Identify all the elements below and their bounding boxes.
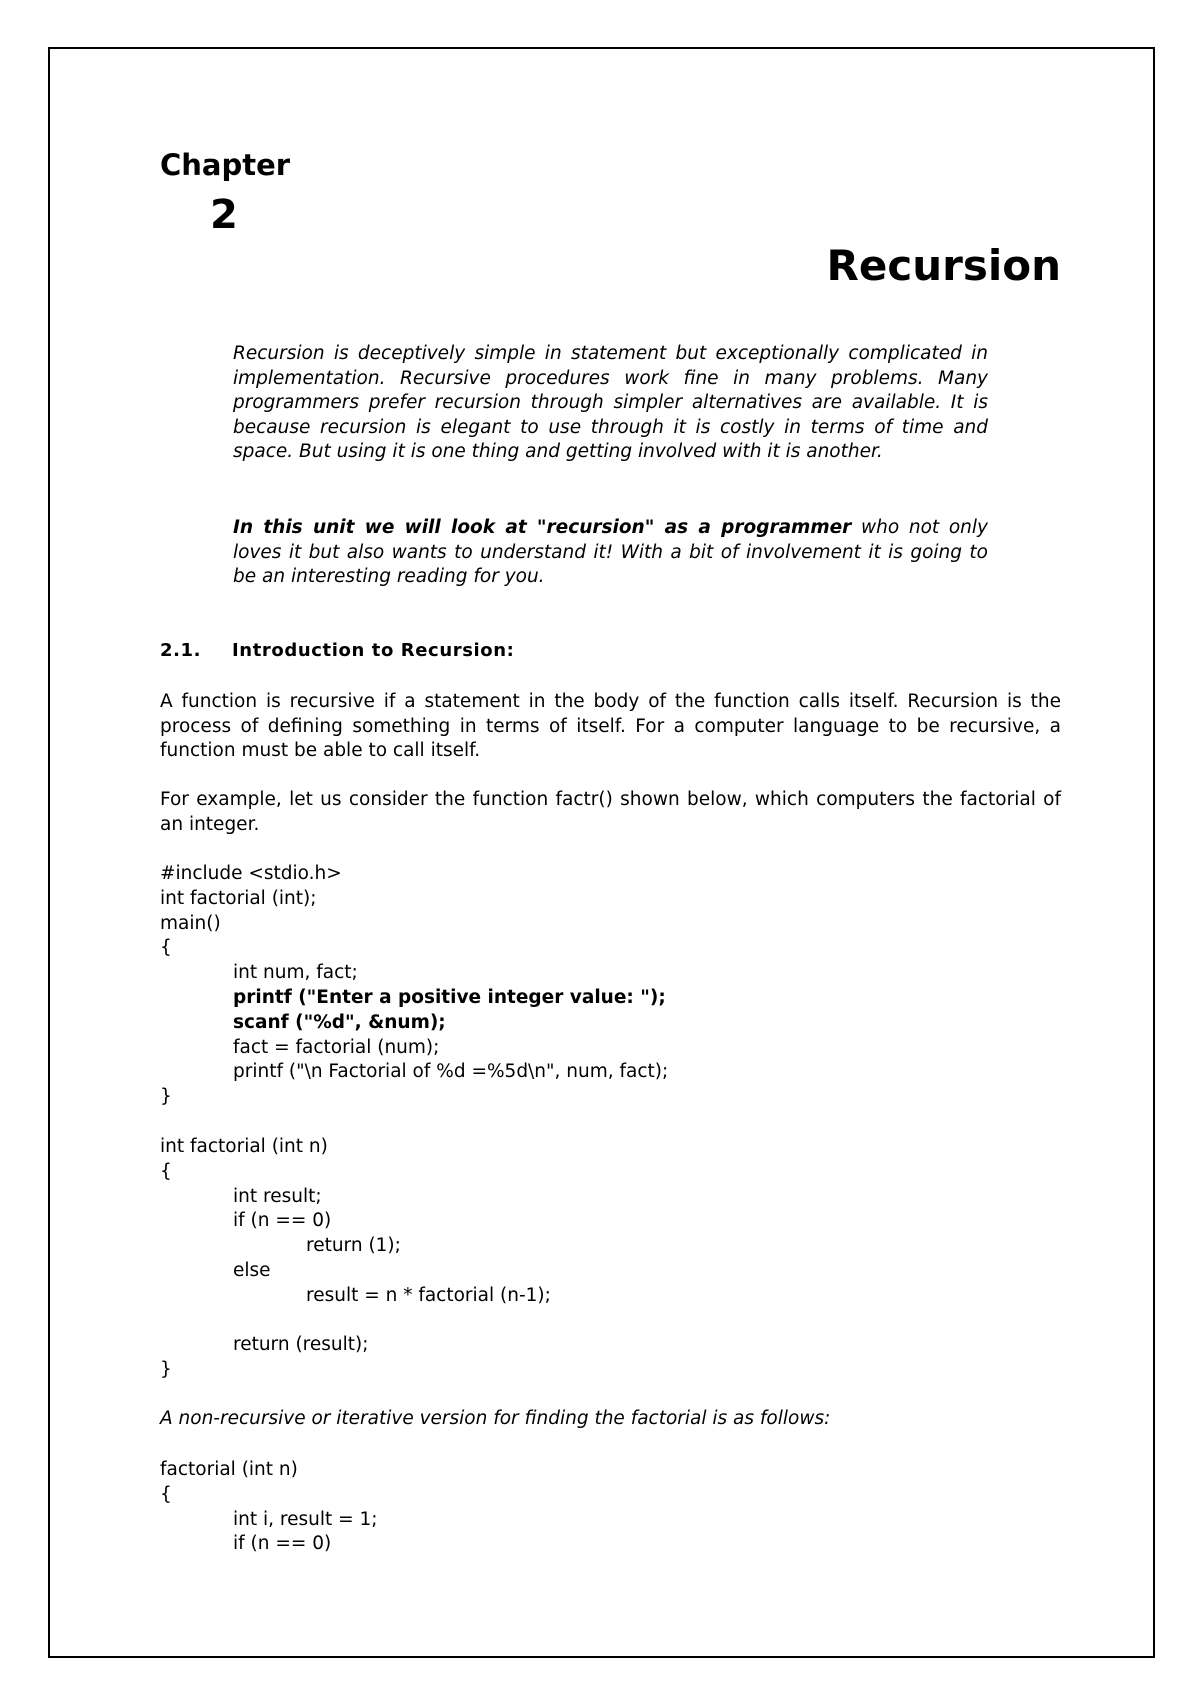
abstract-rest: who not only loves it but also wants to understand it! With a bit of involvement it is going to be an interesting reading for you. <box>233 517 988 587</box>
code-line: factorial (int n) <box>160 1459 298 1480</box>
code-block-recursive-factorial <box>160 1135 551 1383</box>
code-line: } <box>160 1359 172 1381</box>
code-line: int i, result = 1; <box>233 1508 378 1530</box>
code-line: fact = factorial (num); <box>233 1036 440 1058</box>
code-line: printf ("Enter a positive integer value: "); <box>233 986 666 1008</box>
code-line: int num, fact; <box>233 962 358 984</box>
code-line: int result; <box>233 1185 322 1207</box>
code-line: if (n == 0) <box>233 1210 332 1232</box>
code-line: { <box>160 937 172 959</box>
code-line: int factorial (int); <box>160 887 317 909</box>
chapter-title: Recursion <box>826 241 1061 290</box>
abstract-paragraph-unit-goal <box>233 516 988 590</box>
abstract-bold-lead: In this unit we will look at "recursion" as a programmer <box>233 517 852 538</box>
code-line: return (result); <box>233 1334 369 1356</box>
chapter-label: Chapter <box>160 148 291 182</box>
code-line: result = n * factorial (n-1); <box>306 1284 551 1306</box>
code-line: else <box>233 1259 271 1281</box>
body-paragraph-definition: A function is recursive if a statement in the body of the function calls itself. Recursion is the process of defining something in terms of itself. For a computer language to be recursive, a function must be able to call itself. <box>160 691 1061 761</box>
code-line: return (1); <box>306 1235 401 1257</box>
code-line: { <box>160 1160 172 1182</box>
code-line: #include <stdio.h> <box>160 863 342 884</box>
code-line: main() <box>160 912 221 934</box>
chapter-number: 2 <box>210 192 238 238</box>
section-number: 2.1. <box>160 640 202 661</box>
code-line: } <box>160 1086 172 1108</box>
code-line: int factorial (int n) <box>160 1136 328 1157</box>
section-title: Introduction to Recursion: <box>232 640 515 661</box>
code-line: printf ("\n Factorial of %d =%5d\n", num, fact); <box>233 1061 669 1083</box>
abstract-paragraph: Recursion is deceptively simple in statement but exceptionally complicated in implementation. Recursive procedures work fine in many problems. Many programmers prefer recursion through simpler alternatives are available. It is because recursion is elegant to use through it is costly in terms of time and space. But using it is one thing and getting involved with it is another. <box>233 343 988 462</box>
code-block-main <box>160 862 668 1110</box>
code-block-iterative-factorial <box>160 1458 378 1557</box>
iterative-note: A non-recursive or iterative version for finding the factorial is as follows: <box>160 1408 831 1429</box>
code-line: scanf ("%d", &num); <box>233 1011 446 1033</box>
body-paragraph-example: For example, let us consider the function factr() shown below, which computers the factorial of an integer. <box>160 789 1061 835</box>
code-line: if (n == 0) <box>233 1533 332 1555</box>
code-line: { <box>160 1483 172 1505</box>
section-heading <box>160 640 514 661</box>
code-line <box>160 1309 551 1334</box>
